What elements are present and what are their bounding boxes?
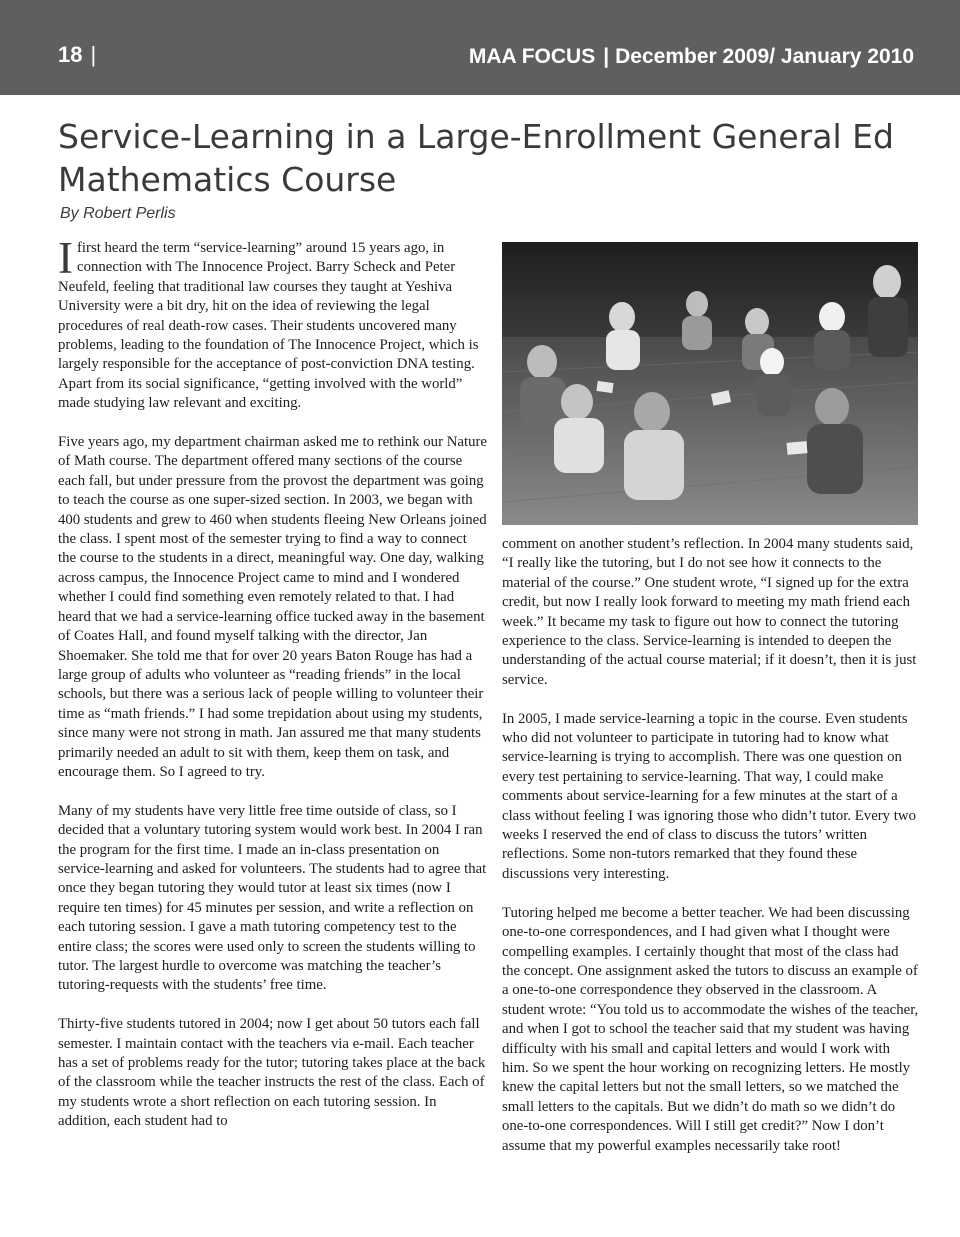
paragraph-4: Thirty-five students tutored in 2004; now I get about 50 tutors each fall semester. I maintain contact with the teachers via e-mail. Each teacher has a set of problems ready for the tutor; tutoring takes place at the back of the classroom while the teacher instructs the rest of the class. Each of my students wrote a short reflection on each tutoring session. In addition, each student had to <box>58 1016 486 1130</box>
page-number <box>58 40 96 70</box>
paragraph-7: Tutoring helped me become a better teacher. We had been discussing one-to-one correspondences, and I had given what I thought were compelling examples. I certainly thought that most of the class had the concept. One assignment asked the tutors to discuss an example of a one-to-one correspondence they observed in the classroom. A student wrote: “You told us to accommodate the wishes of the teacher, and when I got to school the teacher said that my student was having difficulty with his small and capital letters and would I work with him. So we spent the hour working on recognizing letters. He mostly knew the capital letters but not the small letters, so we matched the small letters to the capitals. But we didn’t do math so we didn’t do one-to-one correspondences. Will I still get credit?” Now I don’t assume that my powerful examples necessarily take root! <box>502 904 919 1154</box>
paragraph-2: Five years ago, my department chairman asked me to rethink our Nature of Math course. The department offered many sections of the course each fall, but under pressure from the provost the department was going to teach the course as one super-sized section. In 2003, we began with 400 students and grew to 460 when students fleeing New Orleans joined the class. I spent most of the semester trying to find a way to connect the course to the students in a direct, meaningful way. One day, walking across campus, the Innocence Project came to mind and I wondered whether I could find something even remotely related to that. I had heard that we had a service-learning office tucked away in the basement of Coates Hall, and found myself talking with the director, Jan Shoemaker. She told me that for over 20 years Baton Rouge has had a large group of adults who volunteer as “reading friends” in the local schools, but there was a serious lack of people willing to volunteer their time as “math friends.” I had some trepidation about using my students, since many were not strong in math. Jan assured me that many students primarily needed an adult to sit with them, keep them on task, and encourage them. So I agreed to try. <box>58 434 487 780</box>
page-number-text: 18 <box>58 42 83 67</box>
header-separator: | <box>90 42 97 67</box>
left-column <box>58 233 488 1151</box>
running-head <box>469 42 914 72</box>
photo-illustration <box>502 242 918 525</box>
byline: By Robert Perlis <box>60 205 176 222</box>
drop-cap: I <box>58 233 73 283</box>
paragraph-6: In 2005, I made service-learning a topic in the course. Even students who did not volunteer to participate in tutoring had to know what service-learning is trying to accomplish. There was one question on every test pertaining to service-learning. That way, I could make comments about service-learning for a few minutes at the start of a class without feeling I was ignoring those who didn’t tutor. Every two weeks I reserved the end of class to discuss the tutors’ written reflections. Some non-tutors remarked that they found these discussions very interesting. <box>502 710 916 882</box>
publication-name: MAA FOCUS <box>468 45 596 68</box>
running-head-separator: | <box>603 45 610 68</box>
paragraph-1 <box>58 233 488 414</box>
paragraph-1-text: first heard the term “service-learning” around 15 years ago, in connection with The Innocence Project. Barry Scheck and Peter Neufeld, feeling that traditional law courses they taught at Yeshiva University were a bit dry, hit on the idea of reviewing the legal procedures of real death-row cases. Their students uncovered many problems, leading to the foundation of The Innocence Project, which is largely responsible for the acceptance of post-conviction DNA testing. Apart from its social significance, “getting involved with the world” made studying law relevant and exciting. <box>58 240 479 412</box>
paragraph-5: comment on another student’s reflection. In 2004 many students said, “I really like the tutoring, but I do not see how it connects to the material of the course.” One student wrote, “I signed up for the extra credit, but now I really look forward to meeting my math friend each week.” It became my task to figure out how to connect the tutoring experience to the class. Service-learning is intended to deepen the understanding of the actual course material; if it doesn’t, then it is just service. <box>502 536 917 688</box>
issue-date: December 2009/ January 2010 <box>615 45 914 68</box>
paragraph-3: Many of my students have very little free time outside of class, so I decided that a voluntary tutoring system would work best. In 2004 I ran the program for the first time. I made an in-class presentation on service-learning and asked for volunteers. The students had to agree that once they began tutoring they would tutor at least six times (now I require ten times) for 45 minutes per session, and write a reflection on each tutoring session. I gave a math tutoring competency test to the entire class; the scores were used only to screen the students willing to tutor. The largest hurdle to overcome was matching the teacher’s tutoring-requests with the students’ free time. <box>58 802 487 994</box>
article-photo <box>502 242 918 525</box>
article-title: Service-Learning in a Large-Enrollment General Ed Mathematics Course <box>58 117 894 199</box>
right-column <box>502 535 920 1175</box>
